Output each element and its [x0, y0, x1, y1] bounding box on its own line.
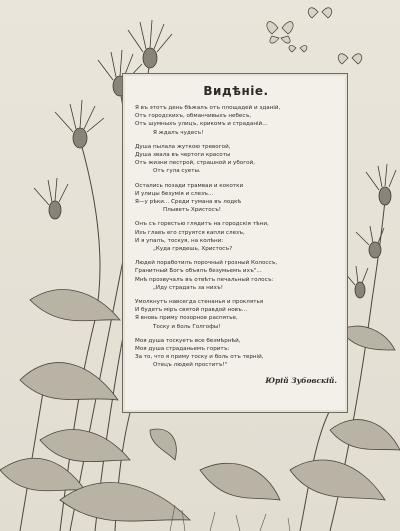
poem-line: Умолкнутъ навсегда стенанья и проклятья — [135, 299, 264, 306]
poem-line: Отецъ людей проститъ!" — [153, 362, 228, 369]
poem-stanza — [135, 259, 337, 292]
poem-line: Душа звала въ чертоги красоты — [135, 152, 231, 159]
poem-line: Тоску и боль Голгофы! — [153, 323, 221, 330]
butterfly — [308, 8, 332, 18]
poem-line: Я ждалъ чудесъ! — [153, 129, 204, 136]
poem-line: Людей поработилъ порочный грозный Колоссъ, — [135, 260, 278, 267]
poem-line: Я въ этотъ день бѣжалъ отъ площадей и зданій, — [135, 105, 281, 111]
poem-line: Моя душа тоскуетъ все безмѣрнѣй, — [135, 337, 241, 344]
butterfly — [267, 22, 293, 44]
poem-body — [135, 104, 337, 370]
poem-line: Изъ главъ его струятся капли слезъ, — [135, 229, 245, 236]
poem-line: Плыветъ Христосъ! — [163, 207, 221, 214]
poem-line: Я—у рѣки... Среди тумана въ лодкѣ — [135, 199, 242, 206]
poem-line: Моя душа страданьемъ горитъ: — [135, 346, 230, 353]
poem-line: За то, что я приму тоску и боль отъ терній, — [135, 354, 264, 361]
poem-line: Я вновь приму позорное распятье, — [135, 315, 238, 322]
thistle-head — [128, 20, 172, 68]
poem-line: „Куда грядешь, Христосъ? — [153, 246, 233, 253]
poem-author: Юрій Зубовскій. — [265, 375, 337, 385]
butterfly — [289, 45, 307, 52]
poem-line: Отъ жизни пестрой, страшной и убогой, — [135, 160, 256, 167]
poem-line: И улицы безумія и слезъ... — [135, 190, 214, 197]
poem-stanza — [135, 104, 337, 137]
poem-line: Остались позади трамваи и кокотки — [135, 182, 244, 189]
poem-stanza — [135, 182, 337, 215]
thistle-head — [366, 164, 396, 205]
poem-line: „Иду страдать за нихъ! — [153, 284, 223, 291]
thistle-head — [55, 100, 104, 148]
poem-line: Мнѣ прозвучалъ въ отвѣтъ печальный голосъ: — [135, 276, 274, 283]
poem-line: Отъ шумныхъ улицъ, крикомъ и страданій... — [135, 121, 268, 128]
poem-stanza — [135, 220, 337, 253]
poem-line: Отъ городскихъ, обманчивыхъ небесъ, — [135, 113, 252, 120]
poem-stanza — [135, 337, 337, 370]
poem-line: Гранитный Богъ объялъ безумьемъ ихъ"... — [135, 268, 262, 275]
poem-line: И будетъ міръ святой правдой новъ... — [135, 307, 248, 314]
thistle-head — [34, 178, 68, 219]
poem-panel — [122, 73, 348, 413]
poem-line: Отъ гула суеты. — [153, 168, 201, 175]
poem-line: Онъ съ горестью глядитъ на городскія тѣни, — [135, 221, 269, 228]
poem-stanza — [135, 143, 337, 176]
butterfly — [338, 54, 362, 64]
poem-stanza — [135, 298, 337, 331]
poem-title: Видѣніе. — [203, 84, 269, 98]
poem-line: Душа пылала жуткою тревогой, — [135, 143, 231, 150]
poem-line: И я упалъ, тоскуя, на колѣни: — [135, 237, 224, 244]
